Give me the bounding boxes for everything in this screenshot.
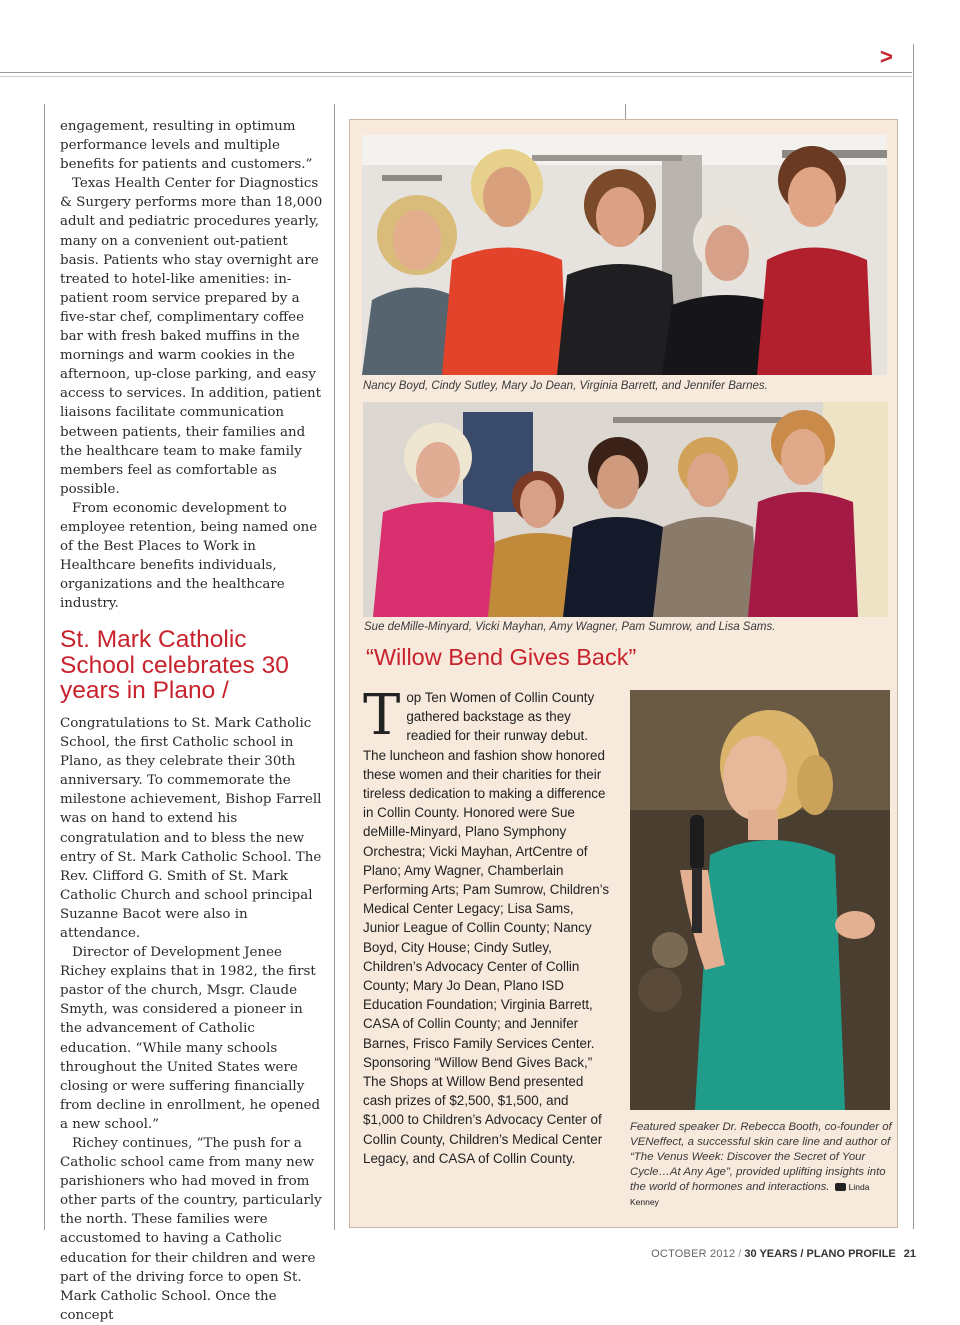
column-rule-middle	[334, 104, 335, 1230]
story-body	[363, 683, 613, 1168]
paragraph: engagement, resulting in optimum performance levels and multiple benefits for patients and customers.”	[60, 119, 313, 173]
left-column	[60, 117, 328, 1325]
drop-cap: T	[363, 683, 401, 748]
top-rule	[0, 72, 912, 73]
group-photo-top	[362, 135, 887, 375]
column-rule-left	[44, 104, 45, 1230]
footer-separator: /	[738, 1248, 742, 1260]
paragraph: Richey continues, “The push for a Catholic school came from many new parishioners who had moved in from other parts of the country, particularly the north. These families were accustomed to having a Catholic education for their children and were part of the driving force to open St. Mark Catholic School. Once the concept	[60, 1136, 322, 1323]
page-number: 21	[903, 1248, 916, 1260]
top-rule-secondary	[0, 76, 912, 77]
speaker-caption-text: Featured speaker Dr. Rebecca Booth, co-founder of VENeffect, a successful skin care line and author of “The Venus Week: Discover the Secret of Your Cycle…At Any Age”, provided uplifting insights into the world of hormones and interactions.	[630, 1121, 892, 1194]
story-text: op Ten Women of Collin County gathered backstage as they readied for their runway debut. The luncheon and fashion show honored these women and their charities for their tireless dedication to making a difference in Collin County. Honored were Sue deMille-Minyard, Plano Symphony Orchestra; Vicki Mayhan, ArtCentre of Plano; Amy Wagner, Chamberlain Performing Arts; Pam Sumrow, Children’s Medical Center Legacy; Lisa Sams, Junior League of Collin County; Nancy Boyd, City House; Cindy Sutley, Children’s Advocacy Center of Collin County; Mary Jo Dean, Plano ISD Education Foundation; Virginia Barrett, CASA of Collin County; and Jennifer Barnes, Frisco Family Services Center. Sponsoring “Willow Bend Gives Back,” The Shops at Willow Bend presented cash prizes of $2,500, $1,500, and $1,000 to Children’s Advocacy Center of Collin County, Children’s Medical Center Legacy, and CASA of Collin County.	[363, 690, 610, 1166]
photo-caption: Nancy Boyd, Cindy Sutley, Mary Jo Dean, Virginia Barrett, and Jennifer Barnes.	[363, 380, 768, 392]
speaker-caption	[630, 1120, 892, 1211]
paragraph: Congratulations to St. Mark Catholic School, the first Catholic school in Plano, as they celebrate their 30th anniversary. To commemorate the milestone achievement, Bishop Farrell was on hand to extend his congratulation and to bless the new entry of St. Mark Catholic School. The Rev. Clifford G. Smith of St. Mark Catholic Church and school principal Suzanne Bacot were also in attendance.	[60, 715, 322, 941]
paragraph: Director of Development Jenee Richey explains that in 1982, the first pastor of the church, Msgr. Claude Smyth, was considered a pioneer in the advancement of Catholic education. “While many schools throughout the United States were closing or were suffering financially from decline in enrollment, he opened a new school.”	[60, 945, 321, 1132]
photo-caption: Sue deMille-Minyard, Vicki Mayhan, Amy Wagner, Pam Sumrow, and Lisa Sams.	[364, 621, 776, 633]
next-page-arrow-icon[interactable]: >	[880, 44, 893, 69]
paragraph: From economic development to employee retention, being named one of the Best Places to Work in Healthcare benefits individuals, organizations and the healthcare industry.	[60, 500, 318, 612]
group-photo-middle	[363, 402, 888, 617]
footer-month: OCTOBER 2012	[651, 1248, 736, 1260]
footer-title: 30 YEARS / PLANO PROFILE	[744, 1248, 896, 1260]
page-footer	[651, 1248, 916, 1260]
speaker-photo	[630, 690, 890, 1110]
section-heading: St. Mark Catholic School celebrates 30 years in Plano /	[60, 626, 289, 705]
paragraph: Texas Health Center for Diagnostics & Surgery performs more than 18,000 adult and pediatric procedures yearly, many on a convenient out-patient basis. Patients who stay overnight are treated to hotel-like amenities: in-patient room service prepared by a five-star chef, complimentary coffee bar with fresh baked muffins in the mornings and warm cookies in the afternoon, up-close parking, and easy access to services. In addition, patient liaisons facilitate communication between patients, their families and the healthcare team to make family members feel as comfortable as possible.	[60, 176, 323, 497]
panel-heading: “Willow Bend Gives Back”	[366, 644, 637, 670]
camera-icon	[835, 1183, 846, 1191]
photo-credit: Linda Kenney	[630, 1182, 870, 1208]
right-rule	[913, 44, 914, 1229]
